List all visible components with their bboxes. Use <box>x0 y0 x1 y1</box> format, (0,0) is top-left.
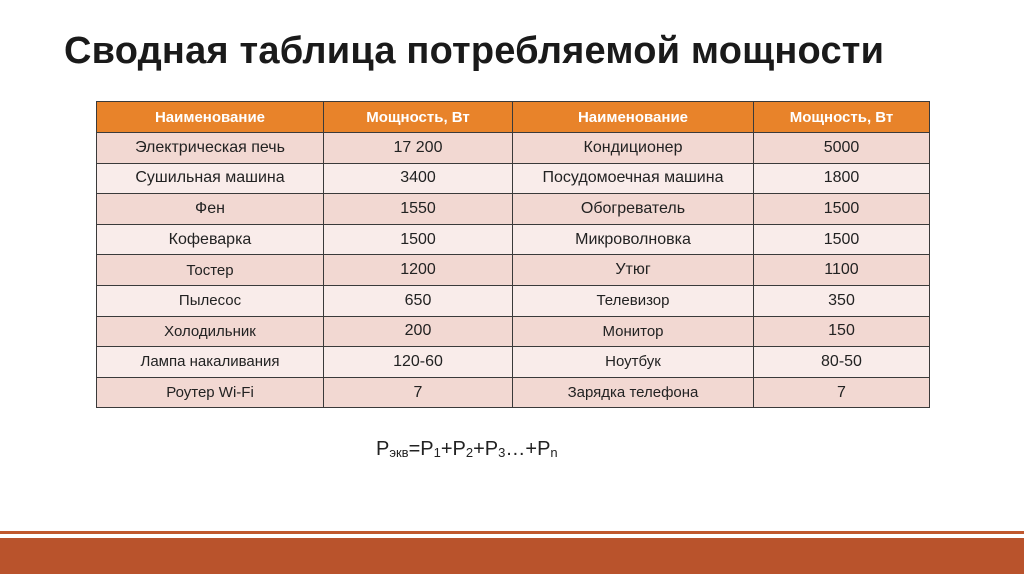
formula-plus: + <box>473 438 485 460</box>
header-name-2: Наименование <box>513 102 754 133</box>
cell-name: Ноутбук <box>513 347 754 378</box>
cell-name: Обогреватель <box>513 194 754 225</box>
cell-name: Кондиционер <box>513 133 754 164</box>
formula-plus: + <box>440 438 453 460</box>
cell-power: 1500 <box>754 194 930 225</box>
cell-power: 3400 <box>324 163 513 194</box>
cell-name: Телевизор <box>513 285 754 316</box>
formula-sub-3: 3 <box>498 445 506 460</box>
header-power-2: Мощность, Вт <box>754 102 930 133</box>
bottom-stripe <box>0 538 1024 574</box>
cell-name: Посудомоечная машина <box>513 163 754 194</box>
cell-power: 1200 <box>324 255 513 286</box>
formula-p: P <box>376 438 390 460</box>
header-power-1: Мощность, Вт <box>324 102 513 133</box>
cell-name: Сушильная машина <box>97 163 324 194</box>
cell-name: Холодильник <box>97 316 324 347</box>
cell-power: 1550 <box>324 194 513 225</box>
formula-sub-1: 1 <box>433 445 441 460</box>
cell-power: 7 <box>324 377 513 408</box>
cell-power: 120-60 <box>324 347 513 378</box>
formula-ellipsis: … <box>505 438 526 460</box>
cell-name: Электрическая печь <box>97 133 324 164</box>
cell-power: 1500 <box>324 224 513 255</box>
cell-power: 1800 <box>754 163 930 194</box>
cell-power: 150 <box>754 316 930 347</box>
cell-power: 1500 <box>754 224 930 255</box>
formula-sub-n: n <box>550 445 558 460</box>
table-row <box>97 163 930 194</box>
cell-name: Лампа накаливания <box>97 347 324 378</box>
cell-name: Тостер <box>97 255 324 286</box>
table-row <box>97 285 930 316</box>
formula-p: P <box>452 438 466 460</box>
cell-name: Зарядка телефона <box>513 377 754 408</box>
formula-sub-2: 2 <box>465 445 474 460</box>
formula-equals: = <box>408 438 421 460</box>
cell-name: Фен <box>97 194 324 225</box>
formula-plus: + <box>525 438 538 460</box>
cell-power: 7 <box>754 377 930 408</box>
formula-sub-eq: экв <box>389 445 409 460</box>
cell-name: Утюг <box>513 255 754 286</box>
cell-power: 350 <box>754 285 930 316</box>
table-row <box>97 194 930 225</box>
table-row <box>97 377 930 408</box>
formula-p: P <box>537 438 551 460</box>
formula-p: P <box>420 438 434 460</box>
table-row <box>97 316 930 347</box>
table-row <box>97 347 930 378</box>
table-row <box>97 255 930 286</box>
table-header-row <box>97 102 930 133</box>
cell-power: 650 <box>324 285 513 316</box>
table-row <box>97 133 930 164</box>
bottom-stripe-line <box>0 531 1024 534</box>
equivalent-power-formula <box>376 438 558 461</box>
cell-power: 200 <box>324 316 513 347</box>
formula-p: P <box>484 438 499 460</box>
power-table <box>96 101 930 408</box>
cell-power: 1100 <box>754 255 930 286</box>
cell-name: Микроволновка <box>513 224 754 255</box>
page-title: Сводная таблица потребляемой мощности <box>64 30 885 72</box>
header-name-1: Наименование <box>97 102 324 133</box>
table-row <box>97 224 930 255</box>
cell-name: Роутер Wi-Fi <box>97 377 324 408</box>
cell-power: 17 200 <box>324 133 513 164</box>
cell-power: 5000 <box>754 133 930 164</box>
cell-name: Пылесос <box>97 285 324 316</box>
cell-name: Монитор <box>513 316 754 347</box>
cell-power: 80-50 <box>754 347 930 378</box>
cell-name: Кофеварка <box>97 224 324 255</box>
